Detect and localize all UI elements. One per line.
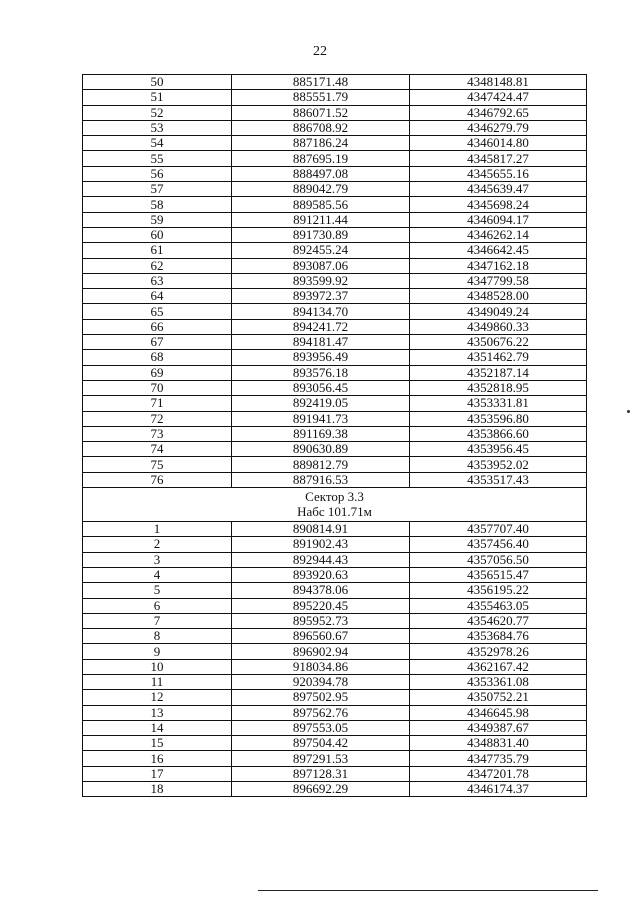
table-row	[83, 182, 587, 197]
y-coordinate-cell: 4350676.22	[410, 335, 587, 350]
point-number-cell: 72	[83, 411, 232, 426]
point-number-cell: 76	[83, 472, 232, 487]
table-row	[83, 335, 587, 350]
y-coordinate-cell: 4346014.80	[410, 136, 587, 151]
point-number-cell: 8	[83, 629, 232, 644]
table-row	[83, 613, 587, 628]
table-row	[83, 212, 587, 227]
point-number-cell: 52	[83, 105, 232, 120]
y-coordinate-cell: 4356195.22	[410, 583, 587, 598]
bottom-rule	[258, 890, 598, 891]
y-coordinate-cell: 4353866.60	[410, 426, 587, 441]
table-row	[83, 457, 587, 472]
table-row	[83, 243, 587, 258]
y-coordinate-cell: 4352818.95	[410, 380, 587, 395]
x-coordinate-cell: 895220.45	[232, 598, 410, 613]
table-row	[83, 598, 587, 613]
x-coordinate-cell: 888497.08	[232, 166, 410, 181]
y-coordinate-cell: 4351462.79	[410, 350, 587, 365]
point-number-cell: 6	[83, 598, 232, 613]
table-row	[83, 319, 587, 334]
table-row	[83, 166, 587, 181]
y-coordinate-cell: 4352187.14	[410, 365, 587, 380]
x-coordinate-cell: 889585.56	[232, 197, 410, 212]
point-number-cell: 58	[83, 197, 232, 212]
y-coordinate-cell: 4345639.47	[410, 182, 587, 197]
y-coordinate-cell: 4349387.67	[410, 720, 587, 735]
edge-mark	[627, 410, 630, 413]
x-coordinate-cell: 891211.44	[232, 212, 410, 227]
table-row	[83, 766, 587, 781]
y-coordinate-cell: 4353952.02	[410, 457, 587, 472]
table-row	[83, 751, 587, 766]
point-number-cell: 9	[83, 644, 232, 659]
point-number-cell: 56	[83, 166, 232, 181]
table-row	[83, 227, 587, 242]
y-coordinate-cell: 4348528.00	[410, 289, 587, 304]
x-coordinate-cell: 893956.49	[232, 350, 410, 365]
x-coordinate-cell: 896902.94	[232, 644, 410, 659]
table-row	[83, 151, 587, 166]
table-row	[83, 273, 587, 288]
table-row	[83, 90, 587, 105]
table-row	[83, 782, 587, 797]
table-row	[83, 380, 587, 395]
y-coordinate-cell: 4345817.27	[410, 151, 587, 166]
table-part-1	[83, 75, 587, 488]
table-row	[83, 674, 587, 689]
point-number-cell: 68	[83, 350, 232, 365]
point-number-cell: 15	[83, 736, 232, 751]
table-row	[83, 197, 587, 212]
point-number-cell: 51	[83, 90, 232, 105]
x-coordinate-cell: 893599.92	[232, 273, 410, 288]
y-coordinate-cell: 4353684.76	[410, 629, 587, 644]
y-coordinate-cell: 4346174.37	[410, 782, 587, 797]
x-coordinate-cell: 893087.06	[232, 258, 410, 273]
point-number-cell: 54	[83, 136, 232, 151]
point-number-cell: 73	[83, 426, 232, 441]
y-coordinate-cell: 4347799.58	[410, 273, 587, 288]
table-part-2	[83, 522, 587, 797]
point-number-cell: 71	[83, 396, 232, 411]
point-number-cell: 64	[83, 289, 232, 304]
y-coordinate-cell: 4356515.47	[410, 567, 587, 582]
table-row	[83, 442, 587, 457]
x-coordinate-cell: 892455.24	[232, 243, 410, 258]
point-number-cell: 74	[83, 442, 232, 457]
sector-header-group	[83, 488, 587, 522]
point-number-cell: 50	[83, 75, 232, 90]
y-coordinate-cell: 4362167.42	[410, 659, 587, 674]
table-row	[83, 537, 587, 552]
point-number-cell: 13	[83, 705, 232, 720]
x-coordinate-cell: 894134.70	[232, 304, 410, 319]
table-row	[83, 690, 587, 705]
sector-height: Набс 101.71м	[297, 504, 372, 520]
table-row	[83, 396, 587, 411]
y-coordinate-cell: 4350752.21	[410, 690, 587, 705]
y-coordinate-cell: 4353331.81	[410, 396, 587, 411]
point-number-cell: 7	[83, 613, 232, 628]
y-coordinate-cell: 4348831.40	[410, 736, 587, 751]
point-number-cell: 69	[83, 365, 232, 380]
x-coordinate-cell: 887916.53	[232, 472, 410, 487]
x-coordinate-cell: 891730.89	[232, 227, 410, 242]
table-row	[83, 258, 587, 273]
point-number-cell: 59	[83, 212, 232, 227]
table-row	[83, 75, 587, 90]
y-coordinate-cell: 4357056.50	[410, 552, 587, 567]
sector-header-row	[83, 488, 587, 522]
x-coordinate-cell: 893920.63	[232, 567, 410, 582]
point-number-cell: 55	[83, 151, 232, 166]
x-coordinate-cell: 886071.52	[232, 105, 410, 120]
x-coordinate-cell: 897504.42	[232, 736, 410, 751]
y-coordinate-cell: 4357456.40	[410, 537, 587, 552]
x-coordinate-cell: 889042.79	[232, 182, 410, 197]
table-row	[83, 522, 587, 537]
point-number-cell: 4	[83, 567, 232, 582]
y-coordinate-cell: 4347424.47	[410, 90, 587, 105]
x-coordinate-cell: 889812.79	[232, 457, 410, 472]
point-number-cell: 2	[83, 537, 232, 552]
y-coordinate-cell: 4349049.24	[410, 304, 587, 319]
x-coordinate-cell: 894241.72	[232, 319, 410, 334]
point-number-cell: 61	[83, 243, 232, 258]
y-coordinate-cell: 4354620.77	[410, 613, 587, 628]
coordinates-table	[82, 74, 587, 797]
y-coordinate-cell: 4349860.33	[410, 319, 587, 334]
table-row	[83, 411, 587, 426]
x-coordinate-cell: 918034.86	[232, 659, 410, 674]
x-coordinate-cell: 896560.67	[232, 629, 410, 644]
point-number-cell: 53	[83, 120, 232, 135]
x-coordinate-cell: 893056.45	[232, 380, 410, 395]
x-coordinate-cell: 920394.78	[232, 674, 410, 689]
y-coordinate-cell: 4347201.78	[410, 766, 587, 781]
point-number-cell: 75	[83, 457, 232, 472]
x-coordinate-cell: 894378.06	[232, 583, 410, 598]
table-row	[83, 644, 587, 659]
x-coordinate-cell: 891169.38	[232, 426, 410, 441]
x-coordinate-cell: 887695.19	[232, 151, 410, 166]
table-row	[83, 705, 587, 720]
y-coordinate-cell: 4353956.45	[410, 442, 587, 457]
x-coordinate-cell: 885171.48	[232, 75, 410, 90]
y-coordinate-cell: 4347735.79	[410, 751, 587, 766]
x-coordinate-cell: 891902.43	[232, 537, 410, 552]
x-coordinate-cell: 891941.73	[232, 411, 410, 426]
table-row	[83, 552, 587, 567]
table-row	[83, 365, 587, 380]
x-coordinate-cell: 896692.29	[232, 782, 410, 797]
y-coordinate-cell: 4346094.17	[410, 212, 587, 227]
point-number-cell: 60	[83, 227, 232, 242]
table-row	[83, 736, 587, 751]
table-row	[83, 120, 587, 135]
x-coordinate-cell: 897291.53	[232, 751, 410, 766]
point-number-cell: 10	[83, 659, 232, 674]
point-number-cell: 57	[83, 182, 232, 197]
x-coordinate-cell: 892419.05	[232, 396, 410, 411]
x-coordinate-cell: 886708.92	[232, 120, 410, 135]
y-coordinate-cell: 4345655.16	[410, 166, 587, 181]
x-coordinate-cell: 897502.95	[232, 690, 410, 705]
y-coordinate-cell: 4346792.65	[410, 105, 587, 120]
y-coordinate-cell: 4357707.40	[410, 522, 587, 537]
table-row	[83, 136, 587, 151]
table-row	[83, 426, 587, 441]
point-number-cell: 66	[83, 319, 232, 334]
point-number-cell: 3	[83, 552, 232, 567]
table-row	[83, 583, 587, 598]
x-coordinate-cell: 890814.91	[232, 522, 410, 537]
y-coordinate-cell: 4347162.18	[410, 258, 587, 273]
y-coordinate-cell: 4353517.43	[410, 472, 587, 487]
x-coordinate-cell: 897128.31	[232, 766, 410, 781]
table-row	[83, 629, 587, 644]
x-coordinate-cell: 890630.89	[232, 442, 410, 457]
y-coordinate-cell: 4345698.24	[410, 197, 587, 212]
point-number-cell: 16	[83, 751, 232, 766]
table-row	[83, 289, 587, 304]
table-row	[83, 304, 587, 319]
y-coordinate-cell: 4346279.79	[410, 120, 587, 135]
table-row	[83, 472, 587, 487]
y-coordinate-cell: 4353361.08	[410, 674, 587, 689]
y-coordinate-cell: 4352978.26	[410, 644, 587, 659]
point-number-cell: 12	[83, 690, 232, 705]
y-coordinate-cell: 4346642.45	[410, 243, 587, 258]
x-coordinate-cell: 892944.43	[232, 552, 410, 567]
x-coordinate-cell: 895952.73	[232, 613, 410, 628]
point-number-cell: 1	[83, 522, 232, 537]
point-number-cell: 63	[83, 273, 232, 288]
table-row	[83, 659, 587, 674]
point-number-cell: 11	[83, 674, 232, 689]
x-coordinate-cell: 887186.24	[232, 136, 410, 151]
sector-title: Сектор 3.3	[305, 489, 364, 505]
point-number-cell: 65	[83, 304, 232, 319]
x-coordinate-cell: 897562.76	[232, 705, 410, 720]
table-row	[83, 105, 587, 120]
point-number-cell: 17	[83, 766, 232, 781]
y-coordinate-cell: 4348148.81	[410, 75, 587, 90]
y-coordinate-cell: 4353596.80	[410, 411, 587, 426]
sector-header-cell	[83, 488, 587, 522]
point-number-cell: 70	[83, 380, 232, 395]
x-coordinate-cell: 893972.37	[232, 289, 410, 304]
point-number-cell: 5	[83, 583, 232, 598]
y-coordinate-cell: 4346262.14	[410, 227, 587, 242]
point-number-cell: 62	[83, 258, 232, 273]
y-coordinate-cell: 4346645.98	[410, 705, 587, 720]
table-row	[83, 350, 587, 365]
y-coordinate-cell: 4355463.05	[410, 598, 587, 613]
x-coordinate-cell: 894181.47	[232, 335, 410, 350]
table-row	[83, 720, 587, 735]
x-coordinate-cell: 893576.18	[232, 365, 410, 380]
x-coordinate-cell: 885551.79	[232, 90, 410, 105]
point-number-cell: 14	[83, 720, 232, 735]
point-number-cell: 18	[83, 782, 232, 797]
table-row	[83, 567, 587, 582]
x-coordinate-cell: 897553.05	[232, 720, 410, 735]
point-number-cell: 67	[83, 335, 232, 350]
page-number: 22	[313, 44, 327, 59]
